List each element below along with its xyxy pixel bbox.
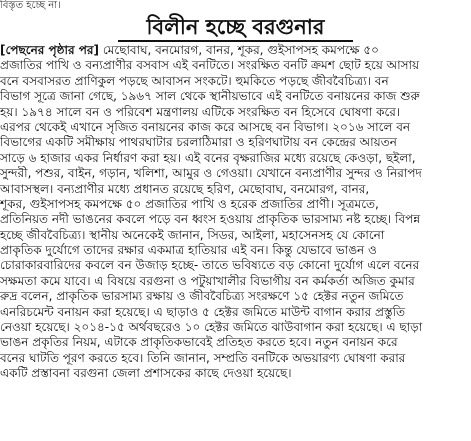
article-line: সক্ষমতা কমে যাবে। এ বিষয়ে বরগুনা ও পটুয়াখালীর বিভাগীয় বন কর্মকর্তা অজিত কুমার (0, 273, 415, 288)
article-line: প্রাকৃতিক দুর্যোগে তাদের রক্ষার একমাত্র হাতিয়ার এই বন। কিন্তু যেভাবে ভাঙন ও (0, 243, 377, 258)
article-line: বিভাগ সূত্রে জানা গেছে, ১৯৬৭ সাল থেকে স্থানীয়ভাবে এই বনটিতে বনায়নের কাজ শুরু (0, 89, 420, 104)
article-line: এনরিচমেন্ট বনায়ন করা হয়েছে। এ ছাড়াও ৫ হেক্টর জমিতে মাউন্ট বাগান করার প্রস্তুতি (0, 304, 406, 319)
article-line: সাড়ে ৬ হাজার একর নির্ধারণ করা হয়। এই বনের বৃক্ষরাজির মধ্যে রয়েছে কেওড়া, ছইলা, (0, 150, 416, 165)
article-line: একটি প্রস্তাবনা বরগুনা জেলা প্রশাসকের কাছে দেওয়া হয়েছে। (0, 366, 292, 381)
article-line: সুন্দরী, পশুর, বাইন, গড়ান, খলিশা, আমুর ও গেওয়া। যেখানে বন্যপ্রাণীর সুন্দর ও নিরাপদ (0, 166, 422, 181)
article-line: আবাসস্থল। বন্যপ্রাণীর মধ্যে প্রধানত রয়েছে হরিণ, মেছোবাঘ, বনমোরগ, বানর, (0, 181, 370, 196)
article-line (0, 43, 471, 58)
continuation-label: [পেছনের পৃষ্ঠার পর] (0, 43, 99, 57)
article-line: প্রতিনিয়ত নদী ভাঙনের কবলে পড়ে বন ধ্বংস হওয়ায় প্রাকৃতিক ভারসাম্য নষ্ট হচ্ছে। বিপন্ন (0, 212, 421, 227)
headline-underline (118, 40, 353, 42)
article-line: বনে বসবাসরত প্রাণিকুল পড়ছে আবাসন সংকটে। হুমকিতে পড়ছে জীববৈচিত্র্য। বন (0, 73, 389, 88)
article-line: এরপর থেকেই এখানে সৃজিত বনায়নের কাজ করে আসছে বন বিভাগ। ২০১৬ সালে বন (0, 119, 411, 134)
article-line-text: মেছোবাঘ, বনমোরগ, বানর, শূকর, গুইসাপসহ কমপক্ষে ৫০ (99, 43, 379, 57)
article-line: বিভাগের একটি সমীক্ষায় পাথরঘাটার চরলাঠিমারা ও হরিণঘাটায় বন কেন্দ্রের আয়তন (0, 135, 397, 150)
article-body (0, 43, 471, 441)
article-line: চোরাকারবারিদের কবলে বন উজাড় হচ্ছে- তাতে ভবিষ্যতে বড় কোনো দুর্যোগ এলে বনের (0, 258, 420, 273)
article-line: হয়। ১৯৭৪ সালে বন ও পরিবেশ মন্ত্রণালয় এটিকে সংরক্ষিত বন হিসেবে ঘোষণা করে। (0, 104, 401, 119)
headline: বিলীন হচ্ছে বরগুনার (146, 14, 325, 39)
article-line: ভাঙন প্রকৃতির নিয়ম, এটাকে প্রাকৃতিকভাবেই প্রতিহত করতে হবে। নতুন বনায়ন করে (0, 335, 398, 350)
headline-container (0, 14, 471, 40)
article-line: প্রজাতির পাখি ও বন্যপ্রাণীর বসবাস এই বনটিতে। সংরক্ষিত বনটি ক্রমশ ছোট হয়ে আসায় (0, 58, 420, 73)
article-line: শূকর, গুইসাপসহ কমপক্ষে ৫০ প্রজাতির পাখি ও হরেক প্রজাতির প্রাণী। সূত্রমতে, (0, 196, 379, 211)
previous-article-fragment: বিস্তৃত হচ্ছে না। (0, 0, 61, 11)
article-line: বনের ঘাটতি পূরণ করতে হবে। তিনি জানান, সম্প্রতি বনটিকে অভয়ারণ্য ঘোষণা করার (0, 350, 406, 365)
article-line: রুদ্র বলেন, প্রাকৃতিক ভারসাম্য রক্ষায় ও জীববৈচিত্র্য সংরক্ষণে ১৫ হেক্টর নতুন জমিতে (0, 289, 404, 304)
article-line: নেওয়া হয়েছে। ২০১৪-১৫ অর্থবছরেও ১০ হেক্টর জমিতে ঝাউবাগান করা হয়েছে। এ ছাড়া (0, 320, 423, 335)
article-line: হচ্ছে জীববৈচিত্র্য। স্থানীয় অনেকেই জানান, সিডর, আইলা, মহাসেনসহ যে কোনো (0, 227, 385, 242)
